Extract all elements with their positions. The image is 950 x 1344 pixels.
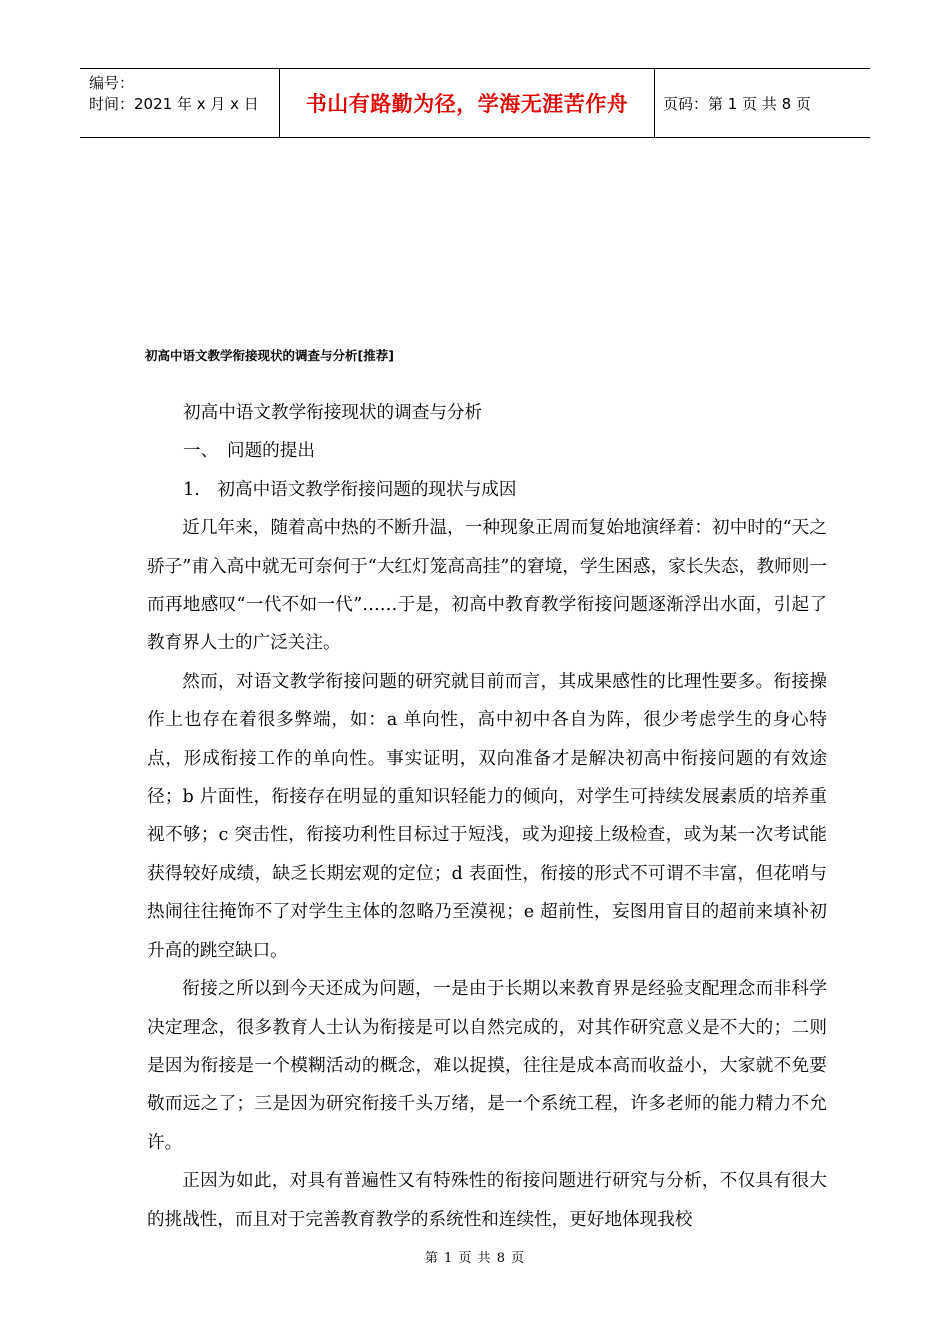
subsection-heading: 1. 初高中语文教学衔接问题的现状与成因: [183, 479, 517, 500]
section-heading: 一、 问题的提出: [183, 441, 315, 462]
article-title: 初高中语文教学衔接现状的调查与分析: [183, 403, 483, 423]
page-footer: 第 1 页 共 8 页: [424, 1251, 526, 1266]
paragraph-2: 然而，对语文教学衔接问题的研究就目前而言，其成果感性的比理性要多。衔接操作上也存在着很多弊端，如：a 单向性，高中初中各自为阵，很少考虑学生的身心特点，形成衔接工作的单向性。事实证明，双向准备才是解决初高中衔接问题的有效途径；b 片面性，衔接存在明显的重知识轻能力的倾向，对学生可持续发展素质的培养重视不够；c 突击性，衔接功利性目标过于短浅，或为迎接上级检查，或为某一次考试能获得较好成绩，缺乏长期宏观的定位；d 表面性，衔接的形式不可谓不丰富，但花哨与热闹往往掩饰不了对学生主体的忽略乃至漠视；e 超前性，妄图用盲目的超前来填补初升高的跳空缺口。: [147, 671, 827, 961]
document-header: [80, 68, 870, 138]
paragraph-4: 正因为如此，对具有普遍性又有特殊性的衔接问题进行研究与分析，不仅具有很大的挑战性，而且对于完善教育教学的系统性和连续性，更好地体现我校: [147, 1171, 827, 1230]
header-meta: [80, 69, 280, 137]
header-motto-cell: [280, 69, 655, 137]
document-body: [147, 394, 827, 1239]
number-label: 编号：: [89, 74, 135, 92]
time-label: 时间：2021 年 x 月 x 日: [89, 95, 259, 113]
paragraph-1: 近几年来，随着高中热的不断升温，一种现象正周而复始地演绎着：初中时的“天之骄子”甫入高中就无可奈何于“大红灯笼高高挂”的窘境，学生困惑，家长失态，教师则一而再地感叹“一代不如一代”……于是，初高中教育教学衔接问题逐渐浮出水面，引起了教育界人士的广泛关注。: [147, 518, 827, 654]
header-page-info: [655, 69, 870, 137]
motto-text: 书山有路勤为径，学海无涯苦作舟: [305, 92, 629, 116]
paragraph-3: 衔接之所以到今天还成为问题，一是由于长期以来教育界是经验支配理念而非科学决定理念，很多教育人士认为衔接是可以自然完成的，对其作研究意义是不大的；二则是因为衔接是一个模糊活动的概念，难以捉摸，往往是成本高而收益小，大家就不免要敬而远之了；三是因为研究衔接千头万绪，是一个系统工程，许多老师的能力精力不允许。: [147, 979, 827, 1153]
page-info-text: 页码：第 1 页 共 8 页: [663, 94, 811, 113]
document-top-title: 初高中语文教学衔接现状的调查与分析[推荐]: [145, 348, 394, 363]
